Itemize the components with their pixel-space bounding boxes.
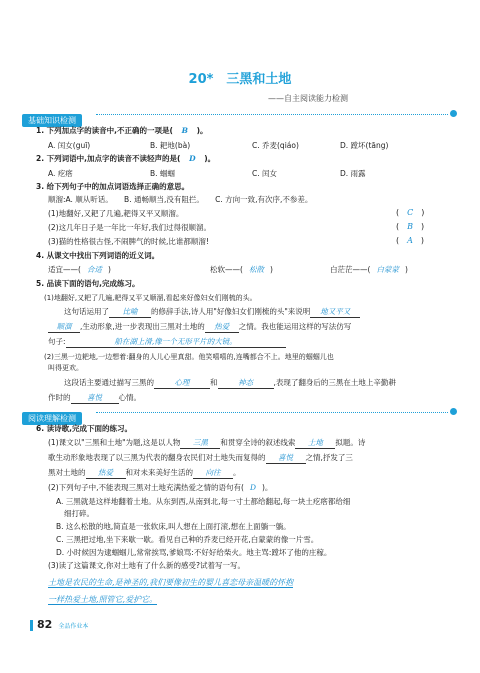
page-subtitle: ——自主阅读能力检测 xyxy=(268,94,348,103)
q5-answer-line-2: 顺溜 ,生动形象,进一步表现出三黑对土地的 热爱 之情。我也能运用这样的写法仿写 xyxy=(48,322,351,333)
q5-sentence-2: (2)三黑一边耙地,一边想着:翻身的人儿心里真甜。他笑嘻嘻的,连嘴都合不上。地里的蝈蝈儿也 xyxy=(44,353,334,361)
option-d: D. 雨露 xyxy=(340,169,366,178)
question-end: )。 xyxy=(196,126,208,135)
option-a: A. 疙瘩 xyxy=(48,169,73,178)
q6-part3-answer-1: 土地是农民的生命,是神圣的,我们要像初生的婴儿喜恋母亲温暖的怀抱 xyxy=(48,578,294,587)
section-header-reading xyxy=(22,406,462,423)
q5-sentence-2b: 叫得更欢。 xyxy=(48,364,83,372)
q6-option-d: D. 小时候因为逮蝈蝈儿,常常挨骂,爹娘骂:不好好给柴火。地主骂:蹚坏了他的庄稼。 xyxy=(56,548,332,557)
q6-option-c: C. 三黑把过地,坐下来歇一歇。看见自己种的乔麦已经开花,白蒙蒙的像一片雪。 xyxy=(56,535,319,544)
section-label: 基础知识检测 xyxy=(22,114,82,127)
q3-answer-1: ( C ) xyxy=(396,208,425,217)
section-divider xyxy=(96,114,448,115)
q3-item-2: (2)这几年日子是一年比一年好,我们过得很顺溜。 xyxy=(48,223,212,232)
section-dot xyxy=(450,110,457,117)
q6-option-a-cont: 细打碎。 xyxy=(64,509,94,518)
q3-item-3: (3)猫的性格很古怪,不闹脾气的时候,比谁都顺溜! xyxy=(48,237,209,246)
option-a: A. 闰女(guī) xyxy=(48,141,91,150)
page-footer xyxy=(30,618,88,631)
synonym-pair-1: 适宜——( 合适 ) xyxy=(48,265,111,274)
option-d: D. 蹚坏(tāng) xyxy=(340,141,389,150)
question-6: 6. 读诗歌,完成下面的练习。 xyxy=(36,424,133,433)
question-stem: 2. 下列词语中,加点字的读音不读轻声的是( xyxy=(36,154,181,163)
footer-label: 全品作业本 xyxy=(58,623,89,630)
page-title: 20* 三黑和土地 xyxy=(188,72,292,87)
option-c: C. 闰女 xyxy=(252,169,278,178)
q6-part1-line1: (1)课文以"三黑和土地"为题,这是以人物 三黑 和贯穿全诗的叙述线索 土地 拟题。诗 xyxy=(48,438,366,447)
meanings: 顺溜:A. 顺从听话。 B. 通畅顺当,没有阻拦。 C. 方向一致,有次序,不参差。 xyxy=(48,195,313,204)
question-3: 3. 给下列句子中的加点词语选择正确的意思。 xyxy=(36,182,190,191)
q5-answer-line-3: 句子: 船在湖上滑,像一个无形平片的大镜。 xyxy=(48,337,286,348)
q3-answer-2: ( B ) xyxy=(396,222,425,231)
synonym-pair-3: 白茫茫——( 白蒙蒙 ) xyxy=(330,265,408,274)
q5-answer-line-1: 这句话运用了 比喻 的修辞手法,诗人用"好像妇女们刚梳的头"来说明 地又平又 xyxy=(64,307,360,318)
option-b: B. 耙地(bà) xyxy=(150,141,191,150)
q5-answer-line-4: 这段话主要通过描写三黑的 心理 和 神态 ,表现了翻身后的三黑在土地上辛勤耕 xyxy=(64,378,396,387)
question-5: 5. 品读下面的语句,完成练习。 xyxy=(36,279,140,288)
section-label: 阅读理解检测 xyxy=(22,412,82,425)
q6-part1-line2: 歌生动形象地表现了以三黑为代表的翻身农民们对土地失而复得的 喜悦 之情,抒发了三 xyxy=(48,453,353,462)
question-2 xyxy=(36,154,215,164)
question-4: 4. 从课文中找出下列词语的近义词。 xyxy=(36,251,160,260)
q3-answer-3: ( A ) xyxy=(396,236,425,245)
question-1 xyxy=(36,126,208,136)
q5-sentence-1: (1)地翻好,又耙了几遍,耙得又平又顺溜,看起来好像妇女们刚梳的头。 xyxy=(44,294,257,302)
q6-part1-line3: 黑对土地的 热爱 和对未来美好生活的 向往 。 xyxy=(48,468,241,477)
page-number: 82 xyxy=(37,618,53,631)
option-b: B. 蝈蝈 xyxy=(150,169,175,178)
answer: B xyxy=(181,126,188,135)
q6-part3-stem: (3)读了这篇课文,你对土地有了什么新的感受?试着写一写。 xyxy=(48,561,245,570)
q5-answer-line-5: 作时的 喜悦 心情。 xyxy=(48,393,141,402)
q6-option-b: B. 这么松散的地,简直是一张软床,叫人想在上面打滚,想在上面躺一躺。 xyxy=(56,522,291,531)
footer-bar xyxy=(30,620,33,631)
section-divider xyxy=(96,412,448,413)
section-header-basic xyxy=(22,108,462,125)
question-end: )。 xyxy=(204,154,216,163)
question-stem: 1. 下列加点字的读音中,不正确的一项是( xyxy=(36,126,173,135)
q6-part2-stem: (2)下列句子中,不能表现三黑对土地充满热爱之情的语句有( D )。 xyxy=(48,483,273,492)
answer: D xyxy=(189,154,196,163)
section-dot xyxy=(450,408,457,415)
q3-item-1: (1)地翻好,又耙了几遍,耙得又平又顺溜。 xyxy=(48,209,184,218)
option-c: C. 乔麦(qiáo) xyxy=(252,141,299,150)
synonym-pair-2: 松软——( 松散 ) xyxy=(210,265,273,274)
q6-part3-answer-2: 一样热爱土地,照管它,爱护它。 xyxy=(48,595,158,604)
q6-option-a: A. 三黑就是这样地翻着土地。从东到西,从南到北,每一寸土都给翻起,每一块土疙瘩都给细 xyxy=(56,497,351,506)
